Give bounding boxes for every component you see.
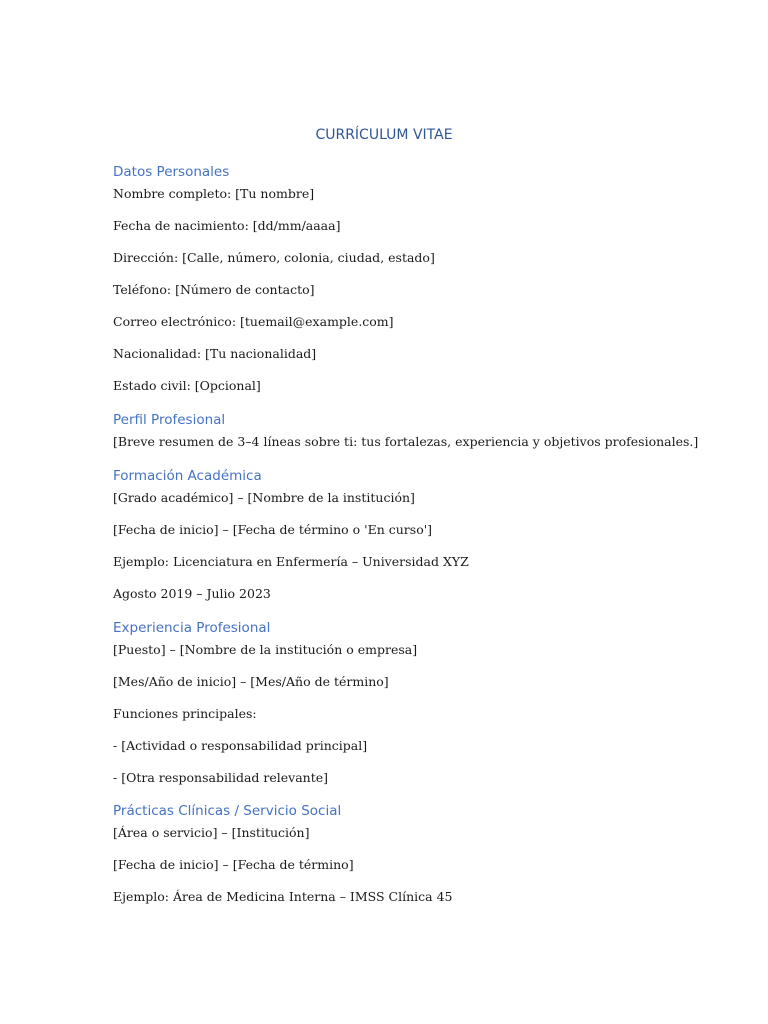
section-heading-practicas-clinicas: Prácticas Clínicas / Servicio Social [113, 803, 342, 819]
text-line: Ejemplo: Área de Medicina Interna – IMSS Clínica 45 [113, 889, 453, 904]
text-line: Ejemplo: Licenciatura en Enfermería – Universidad XYZ [113, 554, 469, 569]
section-heading-datos-personales: Datos Personales [113, 164, 230, 180]
text-line: [Grado académico] – [Nombre de la institución] [113, 490, 415, 505]
text-line: [Fecha de inicio] – [Fecha de término o 'En curso'] [113, 522, 433, 537]
text-line: Nombre completo: [Tu nombre] [113, 186, 315, 201]
text-line: Teléfono: [Número de contacto] [113, 282, 315, 297]
section-heading-perfil-profesional: Perfil Profesional [113, 412, 226, 428]
document-title: CURRÍCULUM VITAE [315, 127, 453, 143]
section-heading-experiencia-profesional: Experiencia Profesional [113, 620, 271, 636]
text-line: Funciones principales: [113, 706, 257, 721]
text-line: [Mes/Año de inicio] – [Mes/Año de término] [113, 674, 389, 689]
text-line: Fecha de nacimiento: [dd/mm/aaaa] [113, 218, 341, 233]
text-line: [Fecha de inicio] – [Fecha de término] [113, 857, 354, 872]
text-line: Estado civil: [Opcional] [113, 378, 261, 393]
text-line: [Área o servicio] – [Institución] [113, 825, 310, 840]
section-heading-formacion-academica: Formación Académica [113, 468, 262, 484]
text-line: - [Otra responsabilidad relevante] [113, 770, 329, 785]
text-line: - [Actividad o responsabilidad principal] [113, 738, 368, 753]
text-line: Agosto 2019 – Julio 2023 [113, 586, 271, 601]
text-line: Correo electrónico: [tuemail@example.com] [113, 314, 394, 329]
text-line: [Puesto] – [Nombre de la institución o empresa] [113, 642, 418, 657]
text-line: Nacionalidad: [Tu nacionalidad] [113, 346, 317, 361]
text-line: [Breve resumen de 3–4 líneas sobre ti: tus fortalezas, experiencia y objetivos profesionales.] [113, 434, 699, 449]
text-line: Dirección: [Calle, número, colonia, ciudad, estado] [113, 250, 435, 265]
